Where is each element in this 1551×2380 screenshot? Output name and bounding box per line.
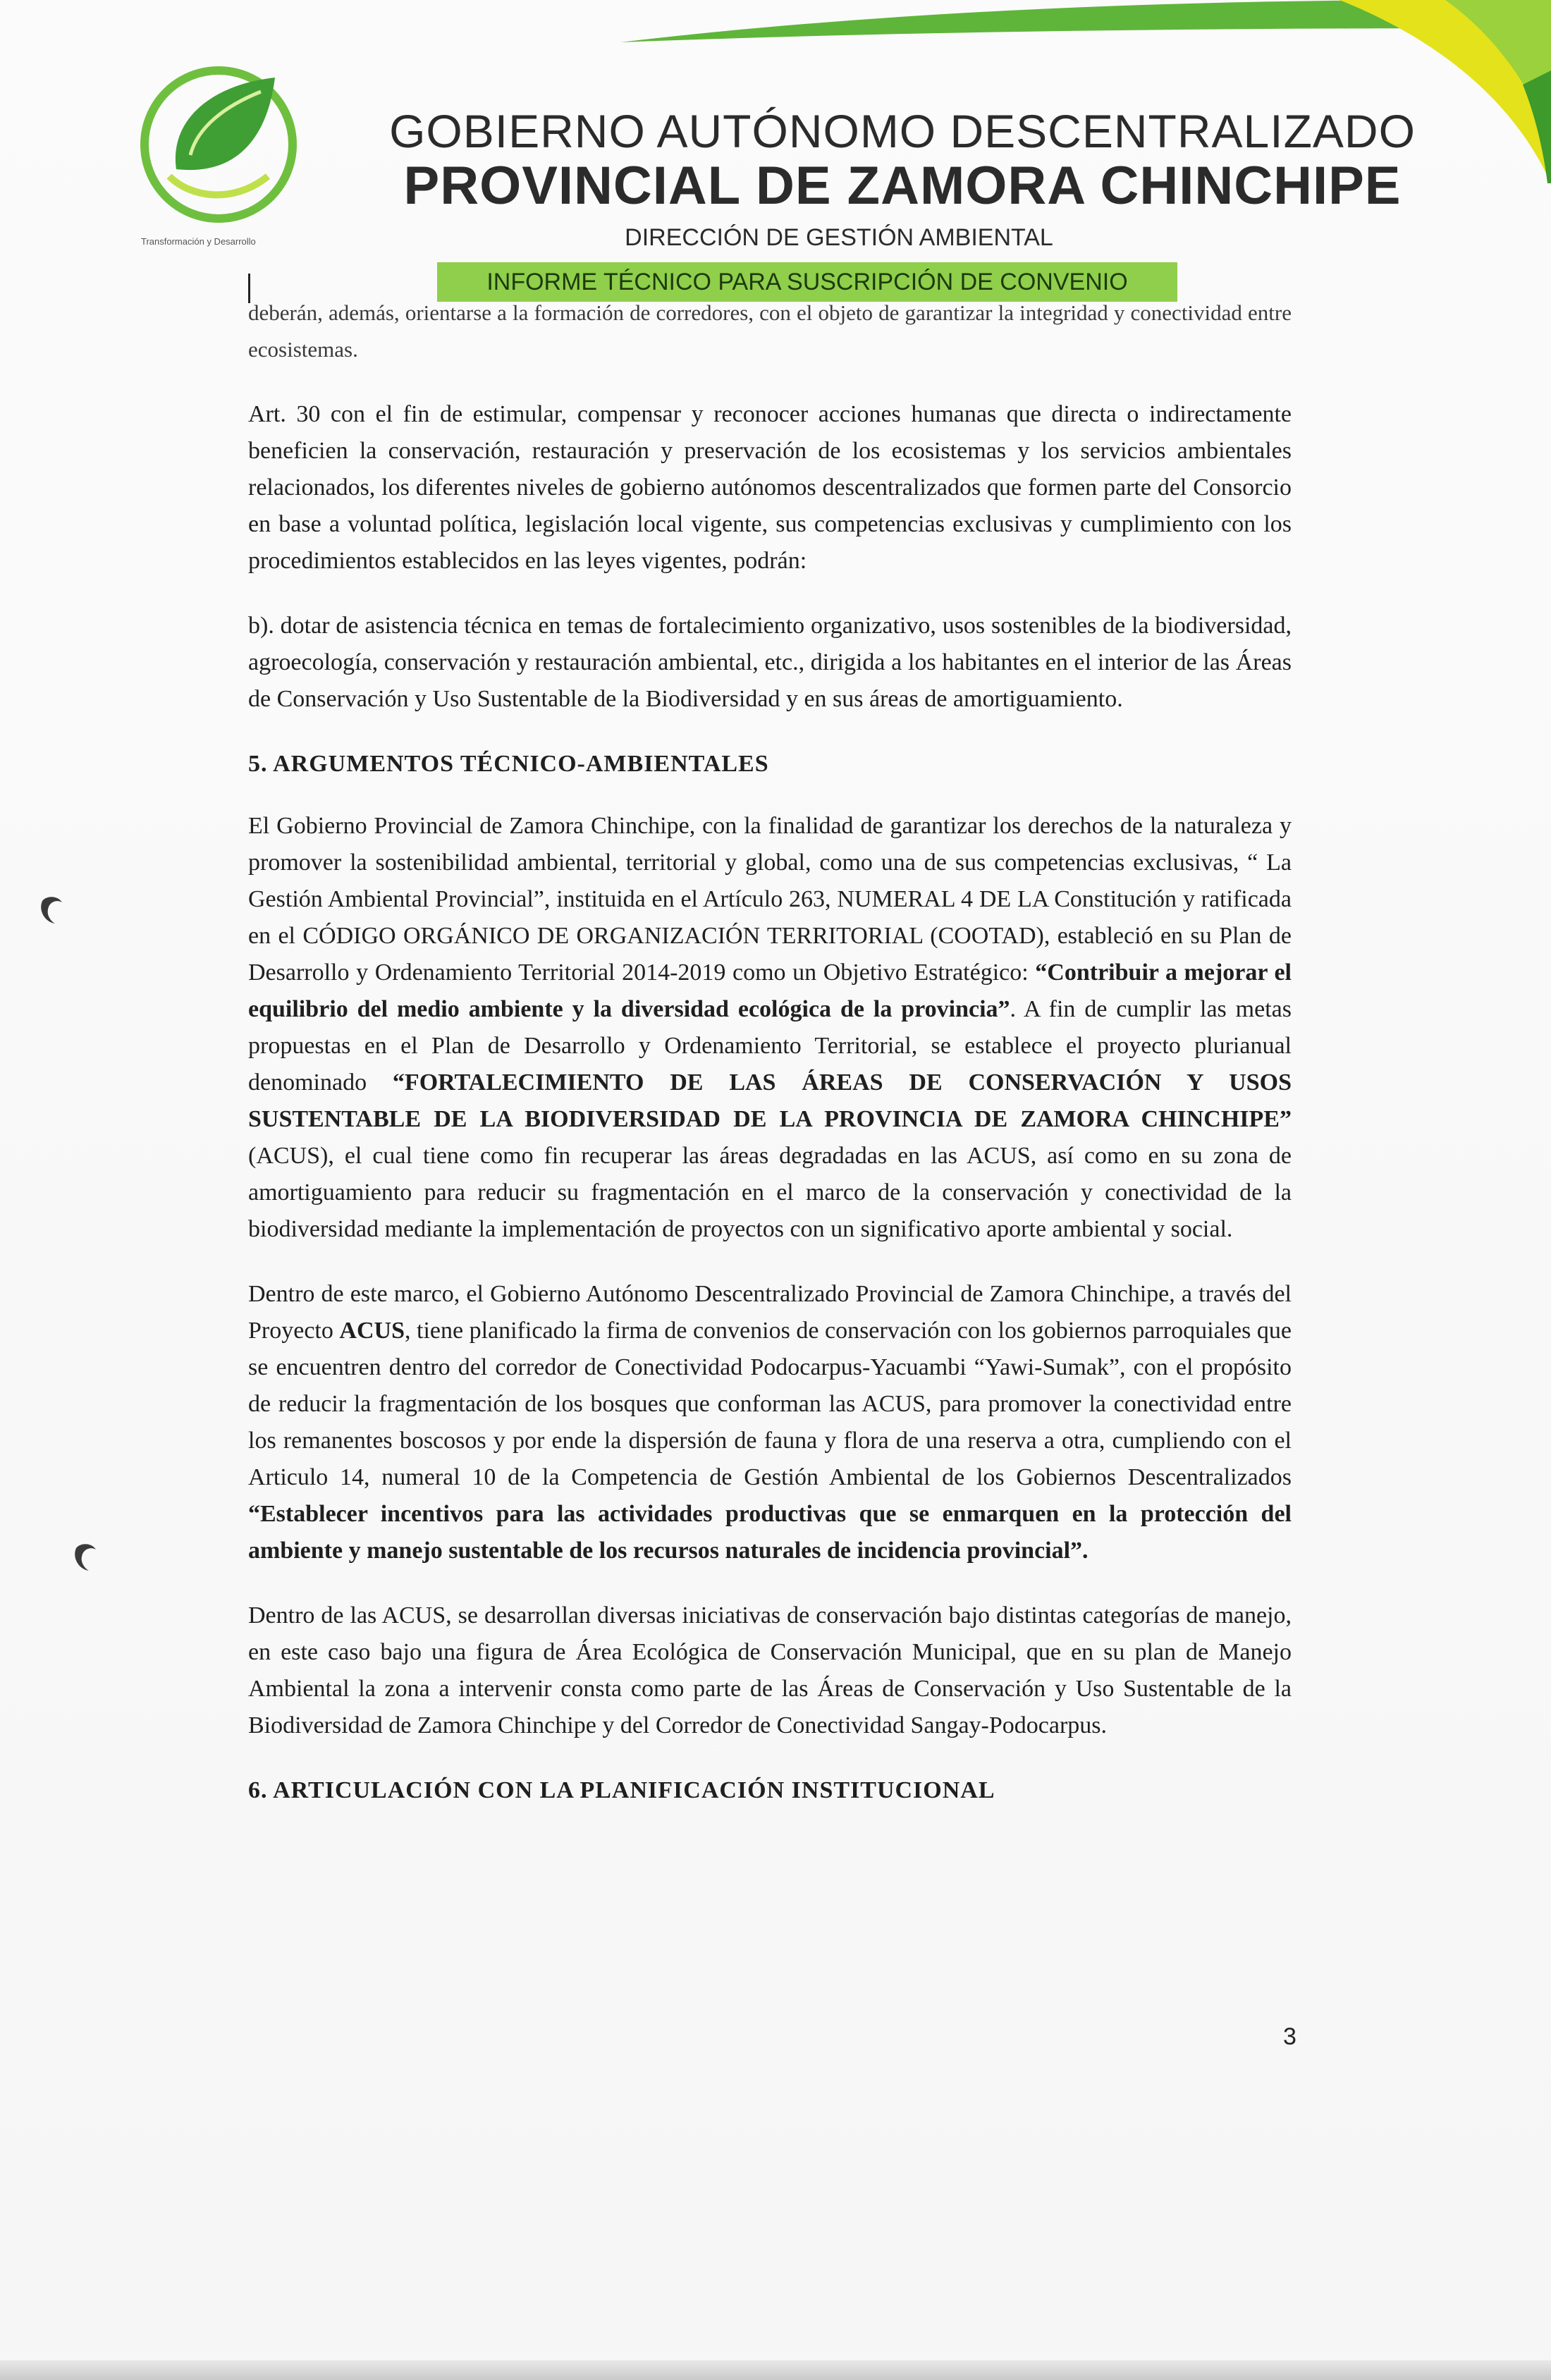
p5-part-a: Dentro de este marco, el Gobierno Autónomo Descentralizado Provincial de Zamora Chinchipe, a través del Proyecto: [248, 1281, 1292, 1344]
header-line-2: PROVINCIAL DE ZAMORA CHINCHIPE: [403, 156, 1402, 216]
paragraph-acus: Dentro de las ACUS, se desarrollan diversas iniciativas de conservación bajo distintas categorías de manejo, en este caso bajo una figura de Área Ecológica de Conservación Municipal, que en su plan de Manejo Ambiental la zona a intervenir consta como parte de las Áreas de Conservación y Uso Sustentable de la Biodiversidad de Zamora Chinchipe y del Corredor de Conectividad Sangay-Podocarpus.: [248, 1602, 1292, 1738]
section-6-heading: 6. ARTICULACIÓN CON LA PLANIFICACIÓN INSTITUCIONAL: [248, 1777, 995, 1803]
page-bottom-edge: [0, 2360, 1551, 2380]
logo-caption: Transformación y Desarrollo: [141, 236, 256, 247]
p4-part-a: El Gobierno Provincial de Zamora Chinchipe, con la finalidad de garantizar los derechos de la naturaleza y promover la sostenibilidad ambiental, territorial y global, como una de sus competencias exclusivas, “ La Gestión Ambiental Provincial”, instituida en el Artículo 263, NUMERAL 4 DE LA Constitución y ratificada en el CÓDIGO ORGÁNICO DE ORGANIZACIÓN TERRITORIAL (COOTAD), estableció en su Plan de Desarrollo y Ordenamiento Territorial 2014-2019 como un Objetivo Estratégico:: [248, 813, 1292, 986]
p4-part-c: . A fin de cumplir las metas propuestas en el Plan de Desarrollo y Ordenamiento Territorial, se establece el proyecto plurianual denominado: [248, 996, 1292, 1096]
document-body: [248, 295, 1292, 1834]
section-5-heading: 5. ARGUMENTOS TÉCNICO-AMBIENTALES: [248, 751, 769, 777]
paragraph-technical-arguments: [248, 808, 1292, 1248]
header-line-1: GOBIERNO AUTÓNOMO DESCENTRALIZADO: [389, 105, 1416, 157]
paragraph-framework: [248, 1276, 1292, 1569]
paragraph-b: b). dotar de asistencia técnica en temas de fortalecimiento organizativo, usos sostenibles de la biodiversidad, agroecología, conservación y restauración ambiental, etc., dirigida a los habitantes en el interior de las Áreas de Conservación y Uso Sustentable de la Biodiversidad y en sus áreas de amortiguamiento.: [248, 613, 1292, 712]
p4-objective-bold: “Contribuir a mejorar el equilibrio del medio ambiente y la diversidad ecológica de la provincia”: [248, 959, 1292, 1022]
paragraph-1: deberán, además, orientarse a la formación de corredores, con el objeto de garantizar la integridad y conectividad entre ecosistemas.: [248, 300, 1292, 362]
p5-acus-bold: ACUS: [339, 1318, 405, 1344]
paragraph-art-30: Art. 30 con el fin de estimular, compensar y reconocer acciones humanas que directa o indirectamente beneficien la conservación, restauración y preservación de los ecosistemas y los servicios ambientales relacionados, los diferentes niveles de gobierno autónomos descentralizados que formen parte del Consorcio en base a voluntad política, legislación local vigente, sus competencias exclusivas y cumplimiento con los procedimientos establecidos en las leyes vigentes, podrán:: [248, 401, 1292, 574]
p4-project-name-bold: “FORTALECIMIENTO DE LAS ÁREAS DE CONSERVACIÓN Y USOS SUSTENTABLE DE LA BIODIVERSIDAD DE LA PROVINCIA DE ZAMORA CHINCHIPE”: [248, 1069, 1292, 1132]
report-banner: INFORME TÉCNICO PARA SUSCRIPCIÓN DE CONVENIO: [437, 262, 1177, 302]
punch-hole-1: [37, 894, 65, 925]
p5-quote-bold: “Establecer incentivos para las actividades productivas que se enmarquen en la protección del ambiente y manejo sustentable de los recursos naturales de incidencia provincial”.: [248, 1501, 1292, 1564]
header-department: DIRECCIÓN DE GESTIÓN AMBIENTAL: [625, 224, 1053, 251]
punch-hole-2: [70, 1541, 99, 1572]
p4-part-e: (ACUS), el cual tiene como fin recuperar las áreas degradadas en las ACUS, así como en su zona de amortiguamiento para reducir su fragmentación en el marco de la conservación y conectividad de la biodiversidad mediante la implementación de proyectos con un significativo aporte ambiental y social.: [248, 1143, 1292, 1242]
p5-part-c: , tiene planificado la firma de convenios de conservación con los gobiernos parroquiales que se encuentren dentro del corredor de Conectividad Podocarpus-Yacuambi “Yawi-Sumak”, con el propósito de reducir la fragmentación de los bosques que conforman las ACUS, para promover la conectividad entre los remanentes boscosos y por ende la dispersión de fauna y flora de una reserva a otra, cumpliendo con el Articulo 14, numeral 10 de la Competencia de Gestión Ambiental de los Gobiernos Descentralizados: [248, 1318, 1292, 1490]
page-number: 3: [1283, 2023, 1296, 2050]
